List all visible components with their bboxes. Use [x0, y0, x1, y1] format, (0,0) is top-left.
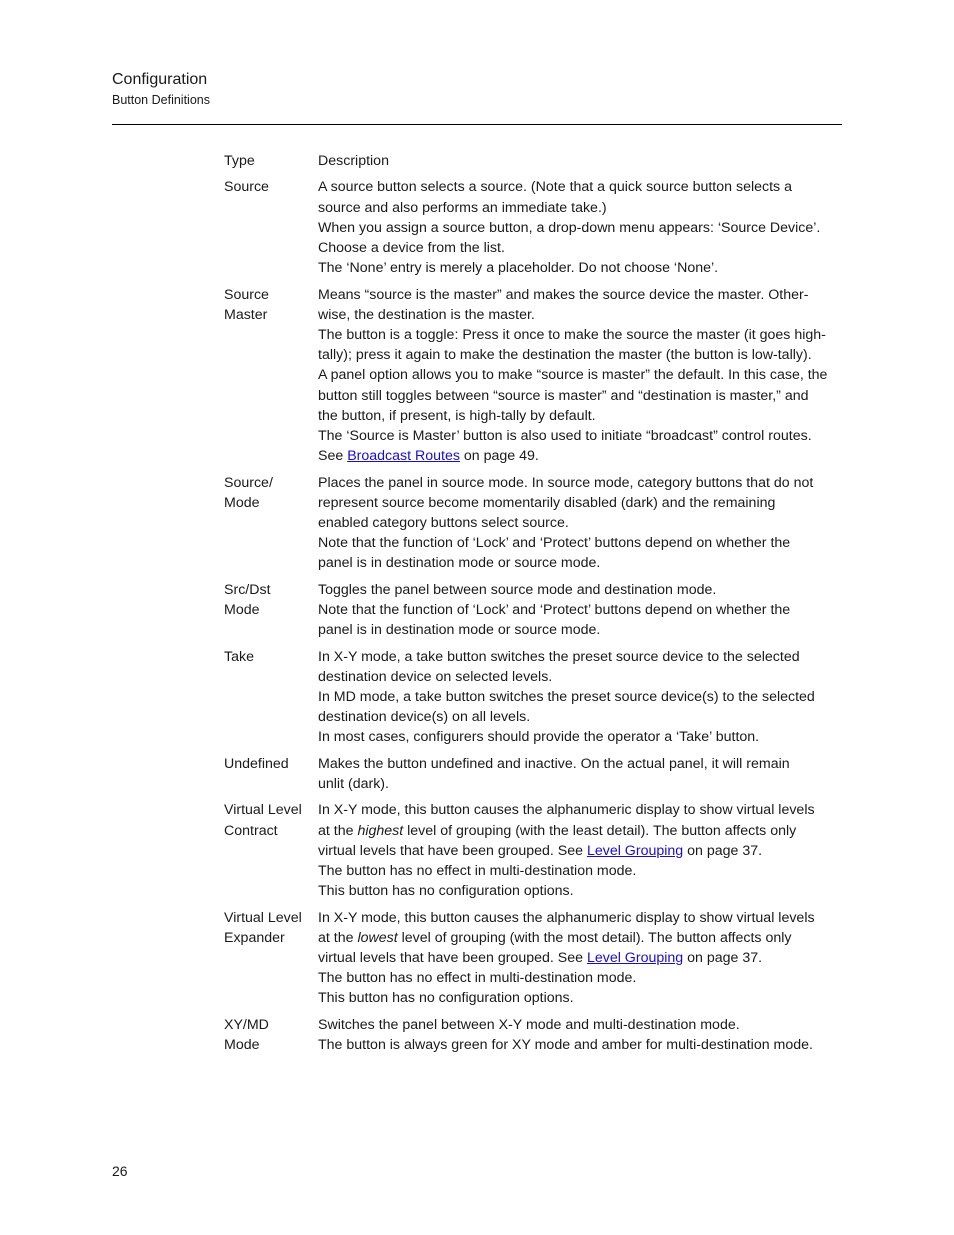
type-line: Virtual Level [224, 909, 302, 926]
text-run: level of grouping (with the most detail). The button affects only [397, 929, 792, 946]
type-line: Undefined [224, 755, 289, 772]
text-run: In MD mode, a take button switches the preset source device(s) to the selected [318, 689, 815, 706]
description-line [318, 446, 844, 466]
text-run: The button has no effect in multi-destination mode. [318, 863, 637, 880]
emphasis-text: lowest [357, 929, 398, 946]
header-title: Configuration [112, 71, 208, 88]
description-line [318, 365, 844, 385]
table-row [224, 1015, 844, 1055]
text-run: Note that the function of ‘Lock’ and ‘Protect’ buttons depend on whether the [318, 602, 791, 619]
text-run: In X-Y mode, a take button switches the preset source device to the selected [318, 648, 800, 665]
description-line [318, 774, 844, 794]
type-line: Mode [224, 494, 260, 511]
type-line: Contract [224, 822, 278, 839]
type-cell [224, 580, 318, 641]
text-run: unlit (dark). [318, 776, 389, 793]
description-cell [318, 285, 844, 467]
text-run: The ‘Source is Master’ button is also used to initiate “broadcast” control routes. [318, 428, 812, 445]
description-line [318, 218, 844, 238]
description-line [318, 1035, 844, 1055]
text-run: at the [318, 822, 358, 839]
emphasis-text: highest [357, 822, 404, 839]
description-line [318, 821, 844, 841]
text-run: source and also performs an immediate take.) [318, 199, 607, 216]
description-line [318, 177, 844, 197]
table-header-row [224, 151, 844, 171]
table-row [224, 285, 844, 467]
text-run: The button is always green for XY mode and amber for multi-destination mode. [318, 1037, 813, 1054]
text-run: on page 37. [683, 950, 763, 967]
description-line [318, 800, 844, 820]
description-line [318, 285, 844, 305]
type-cell [224, 285, 318, 467]
text-run: The button is a toggle: Press it once to make the source the master (it goes high- [318, 327, 826, 343]
type-line: Source [224, 179, 269, 196]
text-run: A source button selects a source. (Note that a quick source button selects a [318, 179, 792, 196]
text-run: Choose a device from the list. [318, 240, 505, 256]
text-run: Toggles the panel between source mode and destination mode. [318, 581, 717, 598]
description-line [318, 687, 844, 707]
description-cell [318, 177, 844, 278]
text-run: tally); press it again to make the destination the master (the button is low-tally). [318, 347, 812, 364]
type-line: Virtual Level [224, 802, 302, 819]
text-run: Places the panel in source mode. In source mode, category buttons that do not [318, 474, 814, 491]
description-cell [318, 800, 844, 901]
header-subtitle: Button Definitions [112, 93, 210, 107]
description-line [318, 533, 844, 553]
description-cell [318, 580, 844, 641]
type-cell [224, 647, 318, 748]
description-line [318, 727, 844, 747]
description-cell [318, 647, 844, 748]
text-run: A panel option allows you to make “source is master” the default. In this case, the [318, 367, 828, 384]
text-run: panel is in destination mode or source mode. [318, 555, 601, 572]
description-line [318, 426, 844, 446]
description-line [318, 473, 844, 493]
column-header-description: Description [318, 153, 389, 169]
table-row [224, 908, 844, 1009]
description-line [318, 513, 844, 533]
description-line [318, 553, 844, 573]
type-line: Take [224, 648, 254, 665]
text-run: at the [318, 929, 358, 946]
text-run: Note that the function of ‘Lock’ and ‘Protect’ buttons depend on whether the [318, 535, 791, 552]
description-line [318, 258, 844, 278]
table-row [224, 580, 844, 641]
description-line [318, 580, 844, 600]
text-run: This button has no configuration options. [318, 990, 574, 1007]
description-line [318, 386, 844, 406]
type-cell [224, 800, 318, 901]
type-line: Source/ [224, 474, 273, 491]
text-run: The ‘None’ entry is merely a placeholder. Do not choose ‘None’. [318, 260, 719, 277]
table-row [224, 647, 844, 748]
type-cell [224, 908, 318, 1009]
page-number: 26 [112, 1163, 128, 1179]
text-run: destination device(s) on all levels. [318, 709, 531, 726]
type-line: Source [224, 286, 269, 303]
text-run: panel is in destination mode or source mode. [318, 622, 601, 639]
table-row [224, 754, 844, 794]
description-line [318, 707, 844, 727]
description-line [318, 620, 844, 640]
description-line [318, 198, 844, 218]
description-line [318, 325, 844, 345]
text-run: In X-Y mode, this button causes the alphanumeric display to show virtual levels [318, 909, 815, 926]
text-run: on page 49. [459, 448, 539, 465]
description-cell [318, 754, 844, 794]
description-line [318, 647, 844, 667]
text-run: In X-Y mode, this button causes the alphanumeric display to show virtual levels [318, 802, 815, 819]
description-line [318, 948, 844, 968]
text-run: See [318, 448, 348, 465]
text-run: Switches the panel between X-Y mode and multi-destination mode. [318, 1016, 740, 1033]
description-line [318, 345, 844, 365]
text-run: In most cases, configurers should provide the operator a ‘Take’ button. [318, 729, 760, 746]
table-row [224, 473, 844, 574]
definition-table [224, 151, 844, 1055]
text-run: destination device on selected levels. [318, 668, 553, 685]
type-cell [224, 177, 318, 278]
description-line [318, 988, 844, 1008]
description-line [318, 493, 844, 513]
type-line: Mode [224, 602, 260, 619]
type-line: Mode [224, 1037, 260, 1054]
text-run: virtual levels that have been grouped. See [318, 950, 587, 967]
cross-reference-link[interactable]: Level Grouping [586, 950, 684, 967]
text-run: Makes the button undefined and inactive. On the actual panel, it will remain [318, 755, 790, 772]
text-run: virtual levels that have been grouped. See [318, 842, 587, 859]
type-line: Master [224, 306, 268, 323]
description-line [318, 928, 844, 948]
table-row [224, 800, 844, 901]
description-line [318, 667, 844, 687]
cross-reference-link[interactable]: Level Grouping [586, 842, 684, 859]
text-run: wise, the destination is the master. [318, 306, 535, 323]
description-line [318, 861, 844, 881]
text-run: the button, if present, is high-tally by default. [318, 407, 596, 424]
description-line [318, 600, 844, 620]
table-row [224, 177, 844, 278]
text-run: represent source become momentarily disabled (dark) and the remaining [318, 494, 776, 511]
description-line [318, 881, 844, 901]
text-run: on page 37. [683, 842, 763, 859]
type-cell [224, 473, 318, 574]
text-run: button still toggles between “source is master” and “destination is master,” and [318, 387, 809, 404]
type-line: Src/Dst [224, 581, 271, 598]
text-run: When you assign a source button, a drop-down menu appears: ‘Source Device’. [318, 219, 821, 236]
type-cell [224, 754, 318, 794]
description-line [318, 754, 844, 774]
description-cell [318, 1015, 844, 1055]
description-line [318, 305, 844, 325]
column-header-type: Type [224, 153, 255, 169]
type-line: XY/MD [224, 1016, 269, 1033]
text-run: level of grouping (with the least detail). The button affects only [403, 822, 797, 839]
description-line [318, 908, 844, 928]
cross-reference-link[interactable]: Broadcast Routes [347, 448, 460, 465]
description-line [318, 238, 844, 258]
header-rule [112, 124, 842, 125]
description-cell [318, 473, 844, 574]
text-run: The button has no effect in multi-destination mode. [318, 970, 637, 987]
description-line [318, 1015, 844, 1035]
description-line [318, 968, 844, 988]
text-run: enabled category buttons select source. [318, 515, 569, 532]
text-run: Means “source is the master” and makes the source device the master. Other- [318, 286, 809, 303]
description-line [318, 406, 844, 426]
text-run: This button has no configuration options. [318, 883, 574, 900]
type-cell [224, 1015, 318, 1055]
description-cell [318, 908, 844, 1009]
description-line [318, 841, 844, 861]
type-line: Expander [224, 929, 285, 946]
